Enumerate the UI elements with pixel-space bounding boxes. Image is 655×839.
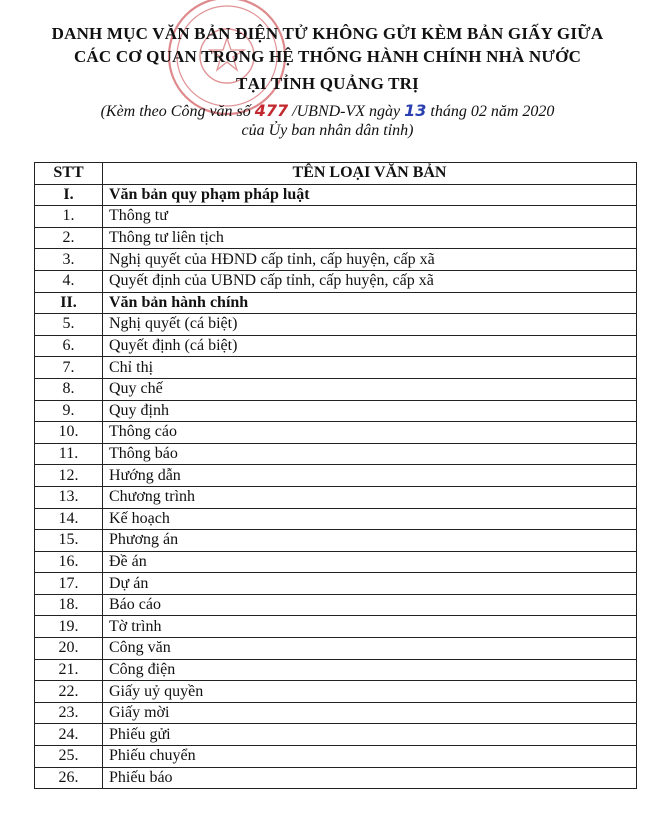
row-document-type: Quy chế <box>103 378 637 400</box>
row-document-type: Văn bản hành chính <box>103 292 637 314</box>
table-row <box>35 443 637 465</box>
row-document-type: Công văn <box>103 638 637 660</box>
row-document-type: Quyết định (cá biệt) <box>103 335 637 357</box>
row-stt: 22. <box>35 681 103 703</box>
row-document-type: Báo cáo <box>103 594 637 616</box>
table-header-row <box>35 163 637 185</box>
row-document-type: Quyết định của UBND cấp tỉnh, cấp huyện, cấp xã <box>103 270 637 292</box>
row-stt: 5. <box>35 314 103 336</box>
row-stt: 3. <box>35 249 103 271</box>
table-row <box>35 486 637 508</box>
row-document-type: Tờ trình <box>103 616 637 638</box>
row-document-type: Phương án <box>103 530 637 552</box>
handwritten-document-number: 477 <box>254 101 289 120</box>
document-title-line-1: DANH MỤC VĂN BẢN ĐIỆN TỬ KHÔNG GỬI KÈM BẢN GIẤY GIỮA <box>51 24 604 43</box>
table-row <box>35 551 637 573</box>
table-row <box>35 724 637 746</box>
document-title-line-2: CÁC CƠ QUAN TRONG HỆ THỐNG HÀNH CHÍNH NHÀ NƯỚC <box>73 47 582 66</box>
row-document-type: Quy định <box>103 400 637 422</box>
table-row <box>35 465 637 487</box>
row-stt: 10. <box>35 422 103 444</box>
subtitle-suffix: tháng 02 năm 2020 <box>426 103 555 120</box>
table-row <box>35 357 637 379</box>
row-document-type: Công điện <box>103 659 637 681</box>
table-row <box>35 206 637 228</box>
row-stt: 2. <box>35 227 103 249</box>
row-document-type: Thông cáo <box>103 422 637 444</box>
table-row <box>35 616 637 638</box>
row-stt: 26. <box>35 767 103 789</box>
row-stt: 20. <box>35 638 103 660</box>
handwritten-day: 13 <box>404 101 427 120</box>
row-stt: 19. <box>35 616 103 638</box>
table-row <box>35 508 637 530</box>
row-document-type: Phiếu chuyển <box>103 746 637 768</box>
row-stt: 24. <box>35 724 103 746</box>
row-stt: 1. <box>35 206 103 228</box>
row-stt: 16. <box>35 551 103 573</box>
row-document-type: Chương trình <box>103 486 637 508</box>
row-stt: 4. <box>35 270 103 292</box>
document-subtitle-line-2: của Ủy ban nhân dân tỉnh) <box>241 122 414 139</box>
table-row <box>35 270 637 292</box>
table-row <box>35 249 637 271</box>
row-document-type: Thông báo <box>103 443 637 465</box>
row-document-type: Giấy mời <box>103 702 637 724</box>
table-row <box>35 681 637 703</box>
document-type-table <box>34 162 637 789</box>
section-row <box>35 184 637 206</box>
row-document-type: Thông tư liên tịch <box>103 227 637 249</box>
subtitle-prefix: (Kèm theo Công văn số <box>100 103 255 120</box>
table-row <box>35 659 637 681</box>
row-document-type: Phiếu báo <box>103 767 637 789</box>
row-stt: 13. <box>35 486 103 508</box>
table-row <box>35 227 637 249</box>
row-stt: 8. <box>35 378 103 400</box>
row-stt: 17. <box>35 573 103 595</box>
section-row <box>35 292 637 314</box>
row-stt: 6. <box>35 335 103 357</box>
row-stt: I. <box>35 184 103 206</box>
row-stt: 25. <box>35 746 103 768</box>
row-stt: 9. <box>35 400 103 422</box>
row-document-type: Đề án <box>103 551 637 573</box>
row-stt: 21. <box>35 659 103 681</box>
table-row <box>35 702 637 724</box>
row-stt: 12. <box>35 465 103 487</box>
row-stt: 11. <box>35 443 103 465</box>
table-row <box>35 746 637 768</box>
table-row <box>35 378 637 400</box>
row-document-type: Kế hoạch <box>103 508 637 530</box>
row-document-type: Phiếu gửi <box>103 724 637 746</box>
row-document-type: Giấy uỷ quyền <box>103 681 637 703</box>
row-document-type: Dự án <box>103 573 637 595</box>
table-row <box>35 594 637 616</box>
row-stt: 18. <box>35 594 103 616</box>
table-row <box>35 314 637 336</box>
row-document-type: Nghị quyết của HĐND cấp tỉnh, cấp huyện, cấp xã <box>103 249 637 271</box>
header-stt: STT <box>35 163 103 185</box>
row-document-type: Chỉ thị <box>103 357 637 379</box>
document-title-line-3: TẠI TỈNH QUẢNG TRỊ <box>236 74 419 93</box>
table-row <box>35 400 637 422</box>
row-document-type: Văn bản quy phạm pháp luật <box>103 184 637 206</box>
subtitle-middle: /UBND-VX ngày <box>288 103 405 120</box>
row-document-type: Hướng dẫn <box>103 465 637 487</box>
document-subtitle <box>20 101 635 122</box>
table-row <box>35 335 637 357</box>
row-stt: II. <box>35 292 103 314</box>
table-row <box>35 422 637 444</box>
row-document-type: Nghị quyết (cá biệt) <box>103 314 637 336</box>
table-body <box>35 184 637 789</box>
table-row <box>35 530 637 552</box>
header-document-type: TÊN LOẠI VĂN BẢN <box>103 163 637 185</box>
row-stt: 23. <box>35 702 103 724</box>
row-stt: 15. <box>35 530 103 552</box>
table-row <box>35 638 637 660</box>
table-row <box>35 573 637 595</box>
table-row <box>35 767 637 789</box>
row-document-type: Thông tư <box>103 206 637 228</box>
row-stt: 7. <box>35 357 103 379</box>
row-stt: 14. <box>35 508 103 530</box>
